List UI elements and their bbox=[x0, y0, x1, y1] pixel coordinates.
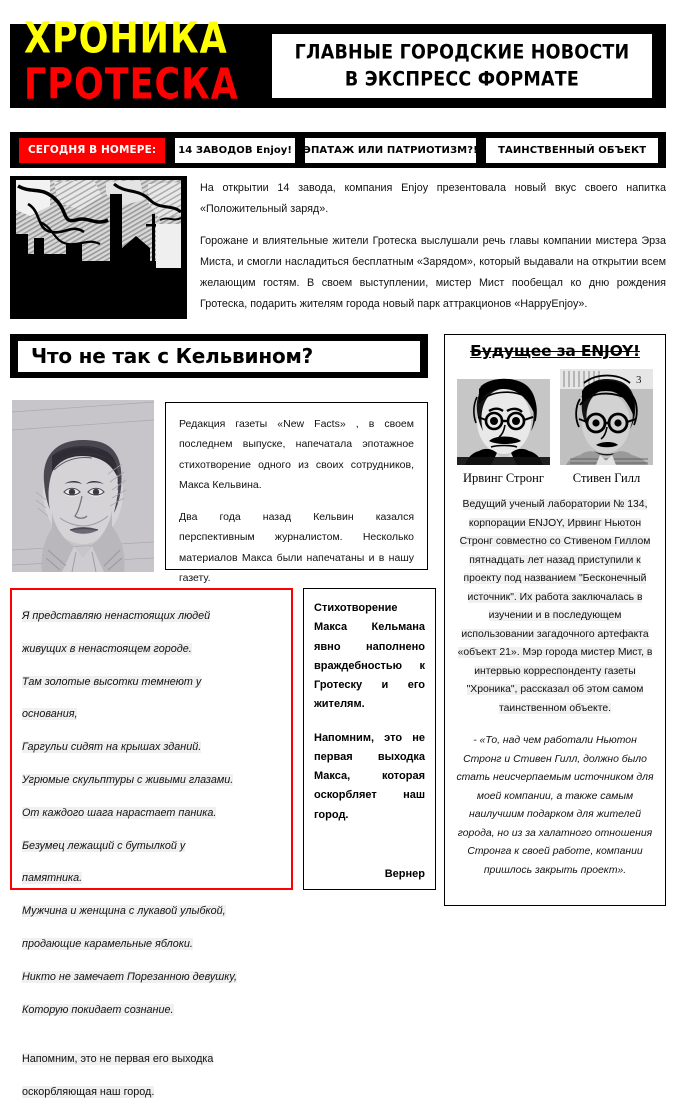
kelvin-headline-box bbox=[10, 334, 428, 378]
scientist-portraits bbox=[453, 369, 657, 486]
page-title: Что не так с Кельвином? bbox=[31, 344, 314, 368]
irving-strong-photo bbox=[457, 369, 550, 465]
masthead-title-line1: ХРОНИКА bbox=[24, 14, 228, 64]
poem-line-text: Там золотые высотки темнеют у bbox=[22, 675, 202, 688]
lead-paragraph-2: Горожане и влиятельные жители Гротеска выслушали речь главы компании мистера Эрза Миста, и смогли насладиться бесплатным «Зарядом», который выдавали на открытии всем желающим гостям. В своем выступлении, мистер Мист пообещал ко дню рождения Гротеска, подарить жителям города новый парк аттракционов «HappyEnjoy». bbox=[200, 235, 666, 310]
poem-line bbox=[22, 927, 281, 960]
poem-line-text: Гаргульи сидят на крышах зданий. bbox=[22, 741, 202, 754]
poem-line bbox=[22, 763, 281, 796]
steven-gill-illustration bbox=[560, 369, 653, 465]
poem-line bbox=[22, 861, 281, 894]
poem-line bbox=[22, 894, 281, 927]
comment-paragraph-1: Стихотворение Макса Кельмана явно наполнено враждебностью к Гротеску и его жителям. bbox=[314, 602, 425, 711]
poem-closing bbox=[22, 1042, 281, 1108]
poem-line bbox=[22, 796, 281, 829]
comment-signature: Вернер bbox=[384, 868, 425, 880]
poem-line bbox=[22, 730, 281, 763]
poem-closing-text: Напомним, это не первая его выходка bbox=[22, 1053, 214, 1066]
enjoy-column-title: Будущее за ENJOY! bbox=[470, 342, 640, 360]
kelvin-headline-inner bbox=[18, 341, 420, 372]
enjoy-column-body bbox=[453, 496, 657, 718]
poem-line-text: Безумец лежащий с бутылкой у bbox=[22, 839, 186, 852]
mayor-quote: - «То, над чем работали Ньютон Стронг и Стивен Гилл, должно было стать неисчерпаемым источником для моей компании, а также самым наилучшим подарком для жителей города, но из за халатного отношения Стронга к своей работе, компании пришлось закрыть проект». bbox=[456, 735, 654, 876]
poem-line-text: Мужчина и женщина с лукавой улыбкой, bbox=[22, 905, 226, 918]
irving-strong-illustration bbox=[457, 369, 550, 465]
poem-box bbox=[10, 588, 293, 1099]
poem-line bbox=[22, 665, 281, 698]
editor-comment-box bbox=[303, 588, 436, 890]
poem-line-text: памятника. bbox=[22, 872, 83, 885]
steven-gill-caption: Стивен Гилл bbox=[572, 471, 641, 485]
nav-item-factories[interactable]: 14 ЗАВОДОВ Enjoy! bbox=[175, 138, 295, 163]
kelvin-paragraph-1: Редакция газеты «New Facts» , в своем последнем выпуске, напечатала эпотажное стихотворение одного из своих сотрудников, Макса Кельвина. bbox=[179, 418, 414, 492]
poem-line bbox=[22, 829, 281, 862]
steven-gill-photo bbox=[560, 369, 653, 465]
poem-line-text: Никто не замечает Порезанною девушку, bbox=[22, 970, 238, 983]
enjoy-column-body-text: Ведущий ученый лаборатории № 134, корпорации ENJOY, Ирвинг Ньютон Стронг совместно со Стивеном Гиллом пятнадцать лет назад приступили к проекту под названием "Бесконечный источник". Их работа заключалась в изучении и в последующем использовании загадочного артефакта «объект 21». Мэр города мистер Мист, в интервью корреспонденту газеты "Хроника", рассказал об этом самом таинственном объекте. bbox=[457, 499, 653, 714]
lead-paragraph-1: На открытии 14 завода, компания Enjoy презентовала новый вкус своего напитка «Положительный заряд». bbox=[200, 182, 666, 215]
kelvin-paragraph-2: Два года назад Кельвин казался перспективным журналистом. Несколько материалов Макса были напечатаны и в нашу газету. bbox=[179, 510, 414, 585]
irving-strong-caption: Ирвинг Стронг bbox=[463, 471, 544, 485]
nav-item-mystery-object[interactable]: ТАИНСТВЕННЫЙ ОБЪЕКТ bbox=[486, 138, 658, 163]
strapline-line2: В ЭКСПРЕСС ФОРМАТЕ bbox=[344, 68, 580, 91]
nav-item-epatage[interactable]: ЭПАТАЖ ИЛИ ПАТРИОТИЗМ?! bbox=[305, 138, 476, 163]
poem-line-text: основания, bbox=[22, 708, 78, 721]
kelvin-text-box bbox=[165, 402, 428, 585]
today-label: СЕГОДНЯ В НОМЕРЕ: bbox=[19, 138, 165, 163]
poem-line bbox=[22, 599, 281, 632]
poem-closing-line bbox=[22, 1042, 281, 1075]
poem-line bbox=[22, 632, 281, 665]
factory-silhouette-illustration bbox=[10, 176, 187, 319]
strapline-line1: ГЛАВНЫЕ ГОРОДСКИЕ НОВОСТИ bbox=[294, 41, 630, 64]
poem-closing-line bbox=[22, 1075, 281, 1108]
poem-closing-text: оскорбляющая наш город. bbox=[22, 1086, 155, 1099]
today-headlines-bar bbox=[10, 132, 666, 168]
lead-story-photo bbox=[10, 176, 187, 319]
masthead bbox=[10, 14, 666, 110]
poem-line bbox=[22, 697, 281, 730]
poem-line bbox=[22, 960, 281, 993]
poem-lines bbox=[22, 599, 281, 1025]
poem-line-text: Угрюмые скульптуры с живыми глазами. bbox=[22, 773, 234, 786]
kelvin-portrait-photo bbox=[12, 400, 154, 572]
pencil-portrait-illustration bbox=[12, 400, 154, 572]
poem-line-text: От каждого шага нарастает паника. bbox=[22, 806, 217, 819]
svg-text:3: 3 bbox=[636, 374, 642, 386]
enjoy-future-column bbox=[444, 334, 666, 906]
portrait-irving-strong bbox=[457, 369, 550, 486]
poem-line bbox=[22, 993, 281, 1026]
poem-line-text: Я представляю ненастоящих людей bbox=[22, 610, 211, 622]
masthead-title bbox=[24, 14, 260, 110]
poem-line-text: живущих в ненастоящем городе. bbox=[22, 642, 192, 655]
poem-line-text: Которую покидает сознание. bbox=[22, 1003, 174, 1016]
lead-story-text bbox=[200, 178, 666, 314]
portrait-steven-gill bbox=[560, 369, 653, 486]
masthead-strapline bbox=[272, 34, 652, 98]
masthead-title-line2: ГРОТЕСКА bbox=[24, 60, 239, 110]
poem-line-text: продающие карамельные яблоки. bbox=[22, 937, 193, 950]
comment-paragraph-2: Напомним, это не первая выходка Макса, которая оскорбляет наш город. bbox=[314, 731, 425, 821]
